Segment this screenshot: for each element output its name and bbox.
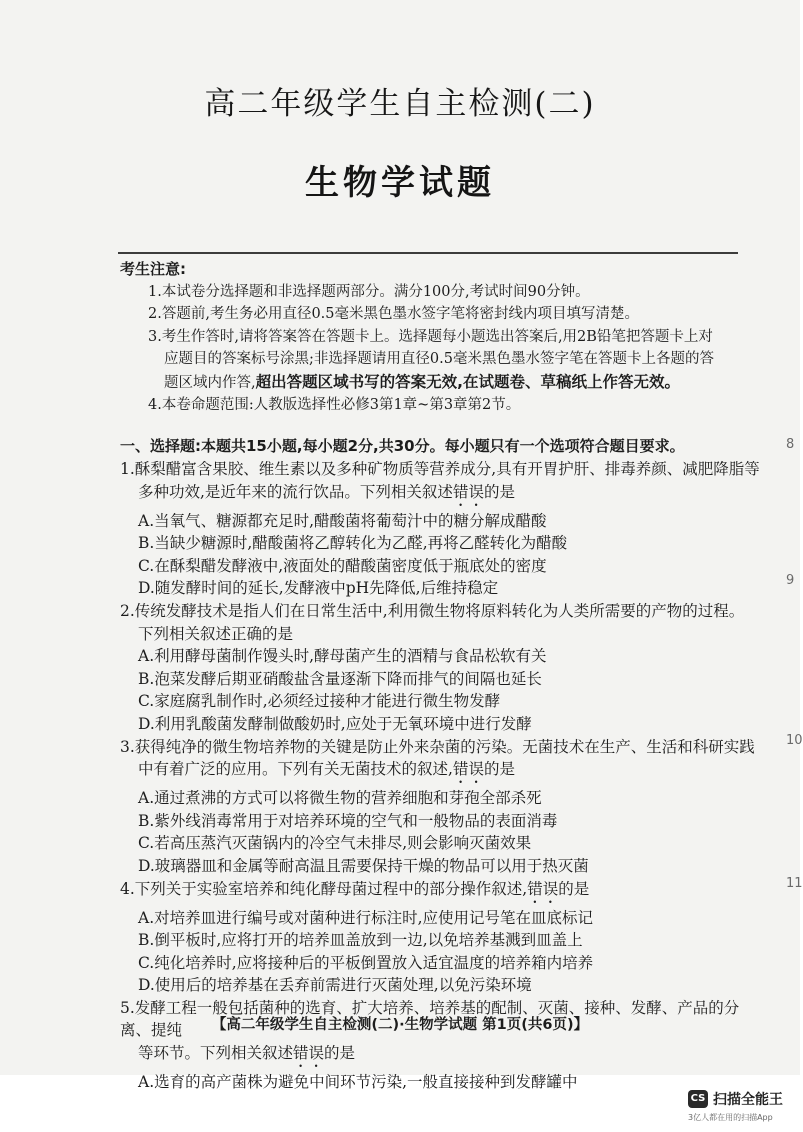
notice-text: 题区域内作答,	[164, 374, 256, 391]
notice-emphasis: 超出答题区域书写的答案无效,在试题卷、草稿纸上作答无效。	[255, 372, 680, 391]
option: C.家庭腐乳制作时,必须经过接种才能进行微生物发酵	[138, 692, 501, 711]
notice-item: 3.考生作答时,请将答案答在答题卡上。选择题每小题选出答案后,用2B铅笔把答题卡上对	[148, 328, 713, 345]
scanner-app-name: 扫描全能王	[713, 1092, 783, 1108]
question-text: 多种功效,是近年来的流行饮品。下列相关叙述	[138, 482, 453, 501]
question-4-stem	[120, 878, 760, 907]
notice-item: 1.本试卷分选择题和非选择题两部分。满分100分,考试时间90分钟。	[148, 283, 590, 300]
question-keyword: 错误	[527, 879, 559, 898]
subject-title: 生物学试题	[305, 163, 495, 203]
question-1-stem: 1.酥梨醋富含果胶、维生素以及多种矿物质等营养成分,具有开胃护肝、排毒养颜、减肥降脂等	[120, 460, 760, 478]
question-list	[120, 458, 760, 1094]
page-footer: 【高二年级学生自主检测(二)·生物学试题 第1页(共6页)】	[211, 1017, 589, 1033]
question-text: 等环节。下列相关叙述	[138, 1044, 294, 1063]
notice-heading: 考生注意:	[120, 260, 186, 278]
option: B.紫外线消毒常用于对培养环境的空气和一般物品的表面消毒	[138, 811, 558, 830]
option: C.纯化培养时,应将接种后的平板倒置放入适宜温度的培养箱内培养	[138, 953, 594, 972]
margin-number: 8	[786, 437, 795, 452]
option: A.通过煮沸的方式可以将微生物的营养细胞和芽孢全部杀死	[138, 789, 542, 808]
option: B.泡菜发酵后期亚硝酸盐含量逐渐下降而排气的间隔也延长	[138, 669, 542, 688]
option: D.随发酵时间的延长,发酵液中pH先降低,后维持稳定	[138, 579, 499, 598]
notice-item: 应题目的答案标号涂黑;非选择题请用直径0.5毫米黑色墨水签字笔在答题卡上各题的答	[164, 351, 714, 367]
margin-number: 9	[786, 573, 795, 588]
option: B.当缺少糖源时,醋酸菌将乙醇转化为乙醛,再将乙醛转化为醋酸	[138, 534, 568, 553]
question-text: 的是	[483, 760, 515, 779]
question-text: 的是	[483, 482, 515, 501]
candidate-notice	[120, 258, 750, 417]
question-1-stem-cont	[120, 481, 760, 510]
notice-item	[120, 371, 750, 395]
question-text: 的是	[558, 879, 590, 898]
question-3-stem: 3.获得纯净的微生物培养物的关键是防止外来杂菌的污染。无菌技术在生产、生活和科研实践	[120, 737, 755, 756]
scanner-logo-icon: CS	[688, 1090, 708, 1108]
option: A.选育的高产菌株为避免中间环节污染,一般直接接种到发酵罐中	[138, 1073, 578, 1092]
question-3-stem-cont	[120, 758, 760, 787]
option: B.倒平板时,应将打开的培养皿盖放到一边,以免培养基溅到皿盖上	[138, 931, 583, 950]
margin-number: 11	[786, 876, 803, 891]
notice-item: 4.本卷命题范围:人教版选择性必修3第1章~第3章第2节。	[148, 397, 521, 413]
option: A.当氧气、糖源都充足时,醋酸菌将葡萄汁中的糖分解成醋酸	[138, 511, 547, 530]
question-keyword: 错误	[452, 482, 484, 501]
exam-title: 高二年级学生自主检测(二)	[204, 86, 596, 122]
option: D.使用后的培养基在丢弃前需进行灭菌处理,以免污染环境	[138, 976, 532, 995]
question-5-stem-cont	[120, 1042, 760, 1071]
question-2-stem: 2.传统发酵技术是指人们在日常生活中,利用微生物将原料转化为人类所需要的产物的过程。	[120, 601, 745, 620]
option: A.对培养皿进行编号或对菌种进行标注时,应使用记号笔在皿底标记	[138, 908, 594, 927]
margin-number: 10	[786, 733, 803, 748]
question-text: 中有着广泛的应用。下列有关无菌技术的叙述,	[138, 760, 453, 779]
question-text: 的是	[324, 1044, 356, 1063]
scanner-slogan: 3亿人都在用的扫描App	[688, 1113, 773, 1122]
section-heading: 一、选择题:本题共15小题,每小题2分,共30分。每小题只有一个选项符合题目要求。	[120, 437, 685, 455]
option: D.利用乳酸菌发酵制做酸奶时,应处于无氧环境中进行发酵	[138, 714, 532, 733]
question-keyword: 错误	[452, 760, 484, 779]
question-keyword: 错误	[293, 1044, 325, 1063]
question-5-stem: 5.发酵工程一般包括菌种的选育、扩大培养、培养基的配制、灭菌、接种、发酵、产品的分离、提纯	[120, 998, 740, 1040]
question-text: 4.下列关于实验室培养和纯化酵母菌过程中的部分操作叙述,	[120, 879, 528, 898]
header-divider	[118, 252, 738, 254]
option: C.若高压蒸汽灭菌锅内的冷空气未排尽,则会影响灭菌效果	[138, 834, 532, 853]
option: D.玻璃器皿和金属等耐高温且需要保持干燥的物品可以用于热灭菌	[138, 856, 589, 875]
question-2-stem-cont: 下列相关叙述正确的是	[138, 624, 294, 643]
option: C.在酥梨醋发酵液中,液面处的醋酸菌密度低于瓶底处的密度	[138, 556, 547, 575]
option: A.利用酵母菌制作馒头时,酵母菌产生的酒精与食品松软有关	[138, 647, 547, 666]
notice-item: 2.答题前,考生务必用直径0.5毫米黑色墨水签字笔将密封线内项目填写清楚。	[148, 306, 640, 322]
